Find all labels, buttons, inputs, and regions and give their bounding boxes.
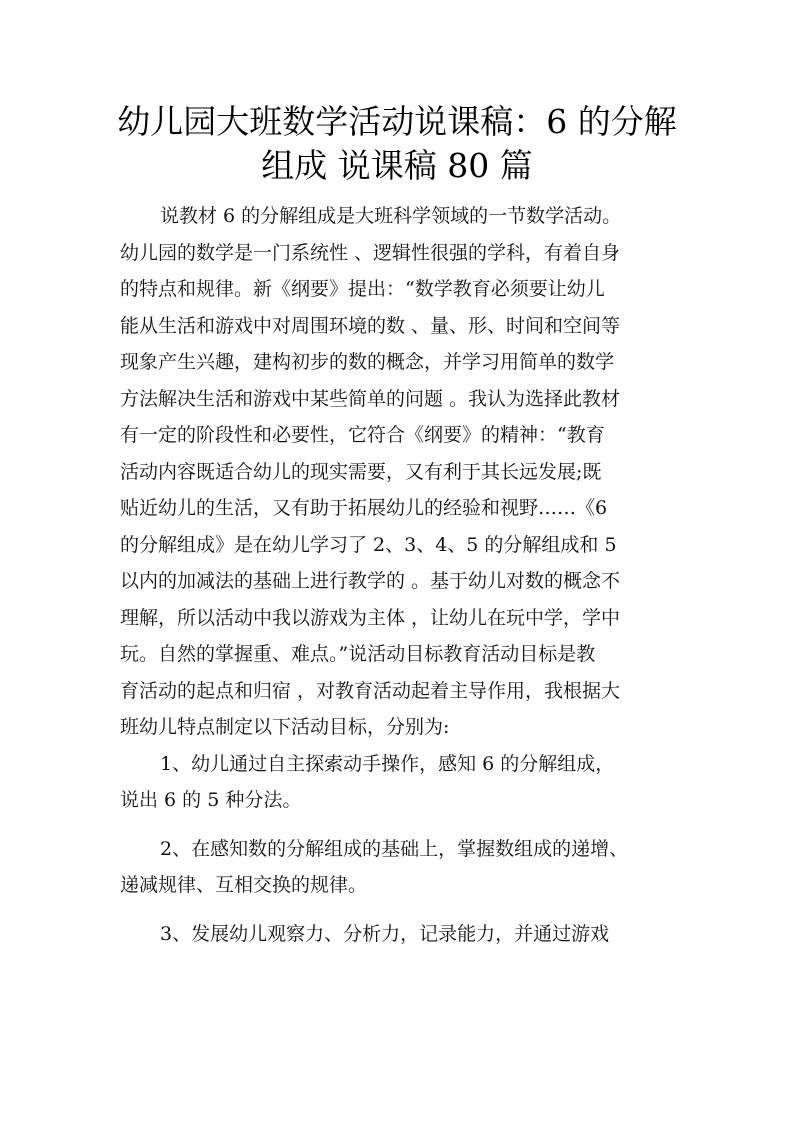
paragraph-line: 育活动的起点和归宿 ，对教育活动起着主导作用，我根据大 xyxy=(120,679,621,702)
paragraph-line: 现象产生兴趣，建构初步的数的概念，并学习用简单的数学 xyxy=(120,351,615,373)
paragraph-line: 以内的加减法的基础上进行教学的 。基于幼儿对数的概念不 xyxy=(120,570,621,592)
goal-line: 说出 6 的 5 种分法。 xyxy=(120,789,302,811)
goal-2 xyxy=(120,831,680,904)
goal-3 xyxy=(120,916,680,953)
paragraph-line: 理解，所以活动中我以游戏为主体 ，让幼儿在玩中学，学中 xyxy=(120,606,621,629)
goal-line: 2、在感知数的分解组成的基础上，掌握数组成的递增、 xyxy=(160,837,629,860)
title-line-2: 组成 说课稿 80 篇 xyxy=(261,146,533,185)
paragraph-line: 说教材 6 的分解组成是大班科学领域的一节数学活动。 xyxy=(160,205,622,227)
paragraph-line: 的特点和规律。新《纲要》提出：“数学教育必须要让幼儿 xyxy=(120,278,605,300)
paragraph-line: 有一定的阶段性和必要性，它符合《纲要》的精神：“教育 xyxy=(120,424,605,446)
goal-line: 1、幼儿通过自主探索动手操作，感知 6 的分解组成， xyxy=(160,752,615,775)
paragraph-line: 玩。自然的掌握重、难点。”说活动目标教育活动目标是教 xyxy=(120,643,596,665)
paragraph-line: 方法解决生活和游戏中某些简单的问题 。我认为选择此教材 xyxy=(120,387,621,410)
document-title xyxy=(100,100,694,188)
paragraph-line: 幼儿园的数学是一门系统性 、逻辑性很强的学科，有着自身 xyxy=(120,241,621,264)
goal-line: 递减规律、互相交换的规律。 xyxy=(120,874,368,896)
paragraph-line: 贴近幼儿的生活，又有助于拓展幼儿的经验和视野……《6 xyxy=(120,497,608,519)
title-line-1: 幼儿园大班数学活动说课稿：6 的分解 xyxy=(117,102,677,141)
paragraph-gap xyxy=(120,904,680,916)
paragraph-line: 班幼儿特点制定以下活动目标，分别为: xyxy=(120,716,450,738)
goal-1 xyxy=(120,746,680,819)
paragraph-line: 活动内容既适合幼儿的现实需要，又有利于其长远发展;既 xyxy=(120,460,602,483)
paragraph-line: 的分解组成》是在幼儿学习了 2、3、4、5 的分解组成和 5 xyxy=(120,533,617,556)
paragraph-line: 能从生活和游戏中对周围环境的数 、量、形、时间和空间等 xyxy=(120,314,621,337)
goal-line: 3、发展幼儿观察力、分析力，记录能力，并通过游戏 xyxy=(160,922,610,945)
paragraph-gap xyxy=(120,819,680,831)
paragraph-intro xyxy=(120,198,680,746)
document-body xyxy=(120,198,680,952)
